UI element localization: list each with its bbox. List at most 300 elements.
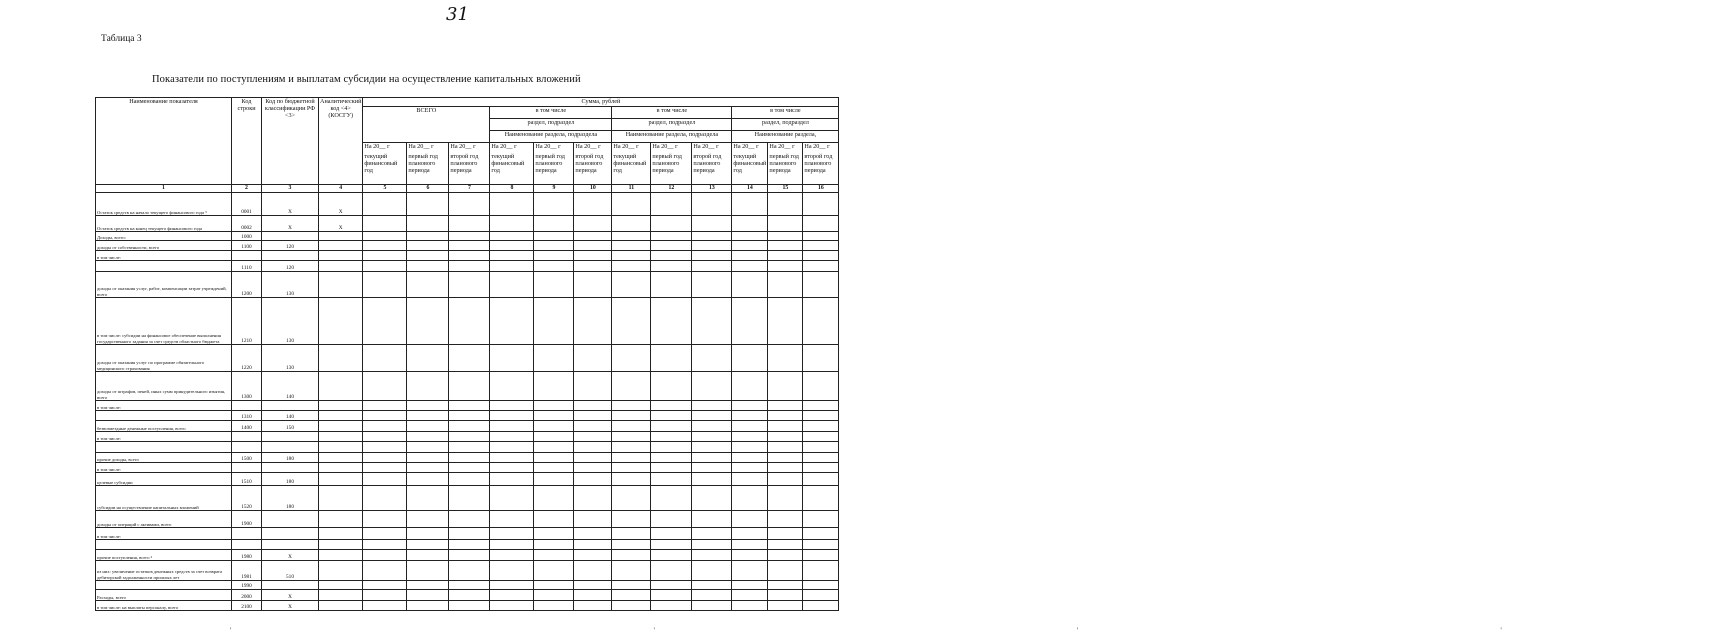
amount-cell <box>612 453 651 463</box>
column-number: 2 <box>232 185 262 193</box>
amount-cell <box>803 432 839 442</box>
amount-cell <box>803 421 839 432</box>
amount-cell <box>651 272 692 298</box>
row-label: доходы от оказания услуг по программе обязательного медицинского страхования <box>96 345 232 372</box>
row-code: 1210 <box>232 298 262 345</box>
row-code <box>232 540 262 550</box>
amount-cell <box>768 216 803 232</box>
row-kbk: 130 <box>262 298 319 345</box>
row-kbk: 130 <box>262 345 319 372</box>
row-kbk <box>262 540 319 550</box>
row-label: в том числе: <box>96 401 232 411</box>
column-number: 15 <box>768 185 803 193</box>
table-row <box>96 540 839 550</box>
page-number: 31 <box>446 4 469 25</box>
row-kbk: 120 <box>262 261 319 272</box>
amount-cell <box>574 193 612 216</box>
row-code: 1200 <box>232 272 262 298</box>
amount-cell <box>574 232 612 241</box>
amount-cell <box>612 216 651 232</box>
amount-cell <box>692 561 732 581</box>
amount-cell <box>490 463 534 473</box>
amount-cell <box>803 601 839 611</box>
amount-cell <box>612 601 651 611</box>
amount-cell <box>363 251 407 261</box>
amount-cell <box>534 298 574 345</box>
amount-cell <box>534 473 574 486</box>
header-period-label: второй год планового периода <box>450 153 479 175</box>
table-row <box>96 401 839 411</box>
row-code: 1980 <box>232 550 262 561</box>
amount-cell <box>534 232 574 241</box>
amount-cell <box>407 411 449 421</box>
amount-cell <box>363 473 407 486</box>
amount-cell <box>768 473 803 486</box>
amount-cell <box>651 590 692 601</box>
amount-cell <box>651 421 692 432</box>
header-period-label: первый год планового периода <box>652 153 682 175</box>
row-kosgu <box>319 298 363 345</box>
amount-cell <box>692 601 732 611</box>
amount-cell <box>803 442 839 453</box>
amount-cell <box>692 473 732 486</box>
amount-cell <box>534 540 574 550</box>
amount-cell <box>407 261 449 272</box>
table-row <box>96 473 839 486</box>
header-year-label: На 20__ г <box>491 143 517 150</box>
table-row <box>96 345 839 372</box>
amount-cell <box>407 601 449 611</box>
amount-cell <box>612 421 651 432</box>
column-number: 12 <box>651 185 692 193</box>
amount-cell <box>449 540 490 550</box>
amount-cell <box>768 590 803 601</box>
row-kosgu <box>319 251 363 261</box>
amount-cell <box>490 372 534 401</box>
amount-cell <box>407 298 449 345</box>
header-period-label: второй год планового периода <box>693 153 722 175</box>
amount-cell <box>803 590 839 601</box>
row-kosgu <box>319 528 363 540</box>
table-row <box>96 511 839 528</box>
amount-cell <box>651 241 692 251</box>
amount-cell <box>363 372 407 401</box>
amount-cell <box>768 272 803 298</box>
amount-cell <box>534 432 574 442</box>
row-label: прочие поступления, всего ⁶ <box>96 550 232 561</box>
amount-cell <box>407 486 449 511</box>
amount-cell <box>803 261 839 272</box>
amount-cell <box>574 463 612 473</box>
amount-cell <box>534 601 574 611</box>
row-label: целевые субсидии <box>96 473 232 486</box>
amount-cell <box>768 232 803 241</box>
header-period-label: первый год планового периода <box>408 153 438 175</box>
amount-cell <box>651 453 692 463</box>
amount-cell <box>612 442 651 453</box>
amount-cell <box>768 453 803 463</box>
amount-cell <box>732 486 768 511</box>
amount-cell <box>449 486 490 511</box>
amount-cell <box>732 411 768 421</box>
header-section-name-1: Наименование раздела, подраздела <box>490 131 612 143</box>
row-kbk: X <box>262 216 319 232</box>
header-year-second <box>574 143 612 185</box>
amount-cell <box>612 261 651 272</box>
amount-cell <box>534 272 574 298</box>
amount-cell <box>574 345 612 372</box>
amount-cell <box>651 401 692 411</box>
amount-cell <box>490 473 534 486</box>
amount-cell <box>574 561 612 581</box>
amount-cell <box>363 232 407 241</box>
header-year-current <box>490 143 534 185</box>
table-row <box>96 272 839 298</box>
row-kosgu <box>319 463 363 473</box>
row-code <box>232 528 262 540</box>
amount-cell <box>407 345 449 372</box>
amount-cell <box>574 272 612 298</box>
amount-cell <box>534 511 574 528</box>
amount-cell <box>803 561 839 581</box>
amount-cell <box>651 540 692 550</box>
amount-cell <box>363 442 407 453</box>
amount-cell <box>490 261 534 272</box>
amount-cell <box>732 401 768 411</box>
amount-cell <box>612 432 651 442</box>
amount-cell <box>612 590 651 601</box>
amount-cell <box>490 486 534 511</box>
amount-cell <box>768 298 803 345</box>
table-row <box>96 298 839 345</box>
row-kosgu <box>319 473 363 486</box>
row-label: Расходы, всего <box>96 590 232 601</box>
row-label: в том числе: <box>96 528 232 540</box>
header-section-name-2: Наименование раздела, подраздела <box>612 131 732 143</box>
header-period-label: текущий финансовый год <box>733 153 767 175</box>
amount-cell <box>692 421 732 432</box>
amount-cell <box>490 453 534 463</box>
amount-cell <box>490 345 534 372</box>
row-code <box>232 432 262 442</box>
amount-cell <box>732 421 768 432</box>
header-year-current <box>732 143 768 185</box>
row-label: в том числе: <box>96 432 232 442</box>
row-kbk <box>262 432 319 442</box>
table-row <box>96 411 839 421</box>
amount-cell <box>363 261 407 272</box>
amount-cell <box>407 232 449 241</box>
amount-cell <box>768 550 803 561</box>
amount-cell <box>490 590 534 601</box>
amount-cell <box>732 453 768 463</box>
row-code: 1400 <box>232 421 262 432</box>
header-year-current <box>363 143 407 185</box>
amount-cell <box>407 550 449 561</box>
amount-cell <box>574 453 612 463</box>
row-kbk <box>262 581 319 590</box>
row-code: 1220 <box>232 345 262 372</box>
row-kbk <box>262 251 319 261</box>
amount-cell <box>732 345 768 372</box>
amount-cell <box>449 272 490 298</box>
amount-cell <box>574 298 612 345</box>
amount-cell <box>534 581 574 590</box>
amount-cell <box>407 432 449 442</box>
header-period-label: текущий финансовый год <box>364 153 398 175</box>
table-row <box>96 432 839 442</box>
row-label: безвозмездные денежные поступления, всего <box>96 421 232 432</box>
amount-cell <box>490 411 534 421</box>
table-row <box>96 216 839 232</box>
amount-cell <box>407 561 449 581</box>
amount-cell <box>534 372 574 401</box>
row-label: Доходы, всего: <box>96 232 232 241</box>
amount-cell <box>768 411 803 421</box>
amount-cell <box>768 486 803 511</box>
table-row <box>96 453 839 463</box>
table-row <box>96 590 839 601</box>
row-code <box>232 401 262 411</box>
column-number: 13 <box>692 185 732 193</box>
amount-cell <box>803 540 839 550</box>
amount-cell <box>534 411 574 421</box>
footer-marks: ' ' ' ' <box>230 626 1712 635</box>
amount-cell <box>732 216 768 232</box>
amount-cell <box>768 421 803 432</box>
amount-cell <box>574 528 612 540</box>
amount-cell <box>803 550 839 561</box>
row-kbk: 130 <box>262 272 319 298</box>
amount-cell <box>490 298 534 345</box>
column-number: 8 <box>490 185 534 193</box>
column-number: 4 <box>319 185 363 193</box>
amount-cell <box>490 581 534 590</box>
row-code <box>232 251 262 261</box>
amount-cell <box>732 463 768 473</box>
amount-cell <box>768 432 803 442</box>
amount-cell <box>612 550 651 561</box>
column-number: 6 <box>407 185 449 193</box>
amount-cell <box>363 421 407 432</box>
amount-cell <box>651 193 692 216</box>
table-row <box>96 372 839 401</box>
amount-cell <box>692 528 732 540</box>
header-year-label: На 20__ г <box>535 143 561 150</box>
amount-cell <box>612 241 651 251</box>
header-kbk: Код по бюджетной классификации РФ <3> <box>262 98 319 185</box>
amount-cell <box>692 581 732 590</box>
amount-cell <box>612 401 651 411</box>
header-year-second <box>692 143 732 185</box>
amount-cell <box>692 298 732 345</box>
row-label <box>96 442 232 453</box>
row-kbk <box>262 528 319 540</box>
amount-cell <box>407 372 449 401</box>
header-year-label: На 20__ г <box>364 143 390 150</box>
amount-cell <box>732 272 768 298</box>
amount-cell <box>534 345 574 372</box>
amount-cell <box>803 463 839 473</box>
row-label <box>96 540 232 550</box>
header-period-label: текущий финансовый год <box>613 153 647 175</box>
amount-cell <box>803 401 839 411</box>
amount-cell <box>612 473 651 486</box>
row-code: 1300 <box>232 372 262 401</box>
amount-cell <box>363 601 407 611</box>
amount-cell <box>407 421 449 432</box>
amount-cell <box>692 511 732 528</box>
amount-cell <box>692 453 732 463</box>
amount-cell <box>363 528 407 540</box>
amount-cell <box>803 372 839 401</box>
amount-cell <box>449 590 490 601</box>
amount-cell <box>651 298 692 345</box>
amount-cell <box>768 372 803 401</box>
row-kbk: 140 <box>262 411 319 421</box>
amount-cell <box>651 511 692 528</box>
amount-cell <box>768 540 803 550</box>
amount-cell <box>651 561 692 581</box>
amount-cell <box>651 473 692 486</box>
row-label: в том числе: <box>96 251 232 261</box>
row-kosgu <box>319 590 363 601</box>
row-label: доходы от операций с активами, всего <box>96 511 232 528</box>
amount-cell <box>363 561 407 581</box>
amount-cell <box>449 550 490 561</box>
row-kosgu: X <box>319 193 363 216</box>
amount-cell <box>449 473 490 486</box>
document-title: Показатели по поступлениям и выплатам субсидии на осуществление капитальных вложений <box>152 74 581 85</box>
amount-cell <box>574 216 612 232</box>
amount-cell <box>612 561 651 581</box>
amount-cell <box>732 561 768 581</box>
amount-cell <box>692 540 732 550</box>
row-code: 2100 <box>232 601 262 611</box>
amount-cell <box>768 581 803 590</box>
amount-cell <box>574 241 612 251</box>
row-code: 0001 <box>232 193 262 216</box>
amount-cell <box>449 193 490 216</box>
amount-cell <box>490 421 534 432</box>
row-code: 1000 <box>232 232 262 241</box>
amount-cell <box>534 442 574 453</box>
row-code: 1310 <box>232 411 262 421</box>
table-label: Таблица 3 <box>101 34 142 44</box>
row-kosgu <box>319 540 363 550</box>
amount-cell <box>574 421 612 432</box>
amount-cell <box>803 486 839 511</box>
amount-cell <box>651 463 692 473</box>
row-code <box>232 463 262 473</box>
amount-cell <box>692 463 732 473</box>
amount-cell <box>651 216 692 232</box>
amount-cell <box>490 241 534 251</box>
amount-cell <box>363 298 407 345</box>
header-period-label: первый год планового периода <box>769 153 799 175</box>
amount-cell <box>449 298 490 345</box>
amount-cell <box>732 241 768 251</box>
row-code: 1110 <box>232 261 262 272</box>
amount-cell <box>803 453 839 463</box>
header-year-first <box>407 143 449 185</box>
row-kosgu <box>319 421 363 432</box>
header-year-label: На 20__ г <box>408 143 434 150</box>
amount-cell <box>449 241 490 251</box>
row-kosgu <box>319 241 363 251</box>
amount-cell <box>534 251 574 261</box>
table-row <box>96 528 839 540</box>
row-label: из них: увеличение остатков денежных средств за счет возврата дебиторской задолженности прошлых лет <box>96 561 232 581</box>
column-number: 1 <box>96 185 232 193</box>
amount-cell <box>449 372 490 401</box>
amount-cell <box>407 473 449 486</box>
amount-cell <box>692 486 732 511</box>
row-kosgu <box>319 432 363 442</box>
row-code: 1500 <box>232 453 262 463</box>
amount-cell <box>363 216 407 232</box>
row-kbk <box>262 232 319 241</box>
amount-cell <box>692 272 732 298</box>
indicators-table <box>95 97 839 611</box>
header-year-label: На 20__ г <box>733 143 759 150</box>
table-row <box>96 442 839 453</box>
row-label: доходы от собственности, всего <box>96 241 232 251</box>
amount-cell <box>407 401 449 411</box>
amount-cell <box>534 561 574 581</box>
amount-cell <box>534 216 574 232</box>
amount-cell <box>449 216 490 232</box>
amount-cell <box>651 486 692 511</box>
amount-cell <box>407 528 449 540</box>
amount-cell <box>732 193 768 216</box>
table-row <box>96 261 839 272</box>
amount-cell <box>363 540 407 550</box>
amount-cell <box>651 528 692 540</box>
amount-cell <box>363 453 407 463</box>
amount-cell <box>534 261 574 272</box>
amount-cell <box>490 232 534 241</box>
row-kosgu: X <box>319 216 363 232</box>
amount-cell <box>612 272 651 298</box>
row-kbk: 180 <box>262 453 319 463</box>
amount-cell <box>449 411 490 421</box>
amount-cell <box>449 345 490 372</box>
amount-cell <box>768 261 803 272</box>
row-label: доходы от оказания услуг, работ, компенсации затрат учреждений, всего <box>96 272 232 298</box>
table-row <box>96 550 839 561</box>
amount-cell <box>768 401 803 411</box>
row-kbk <box>262 463 319 473</box>
table-row <box>96 601 839 611</box>
row-kbk: 180 <box>262 473 319 486</box>
row-kbk: 510 <box>262 561 319 581</box>
amount-cell <box>768 528 803 540</box>
row-code: 1981 <box>232 561 262 581</box>
header-name: Наименование показателя <box>96 98 232 185</box>
amount-cell <box>449 401 490 411</box>
row-kbk: X <box>262 550 319 561</box>
amount-cell <box>803 298 839 345</box>
amount-cell <box>803 232 839 241</box>
row-kbk: 180 <box>262 486 319 511</box>
amount-cell <box>651 601 692 611</box>
header-year-current <box>612 143 651 185</box>
amount-cell <box>534 550 574 561</box>
table-row <box>96 486 839 511</box>
amount-cell <box>490 550 534 561</box>
amount-cell <box>651 442 692 453</box>
